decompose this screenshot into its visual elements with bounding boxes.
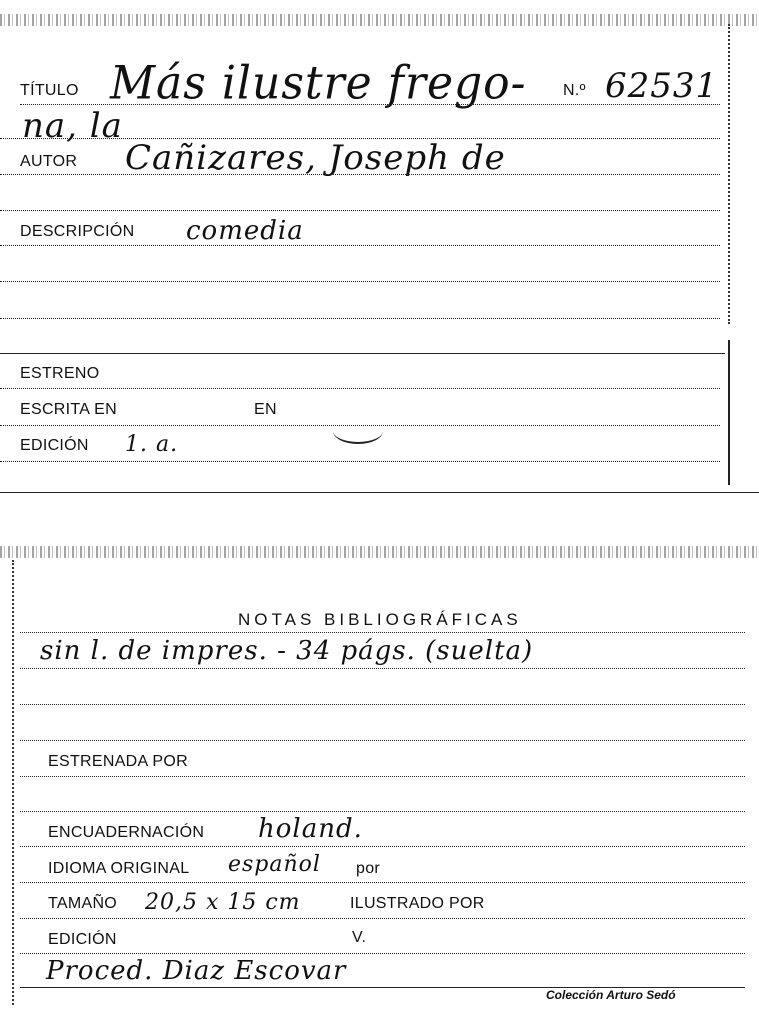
tamano-label: TAMAÑO — [48, 895, 118, 912]
estrenada-por-rule-2 — [20, 811, 745, 812]
en-label: EN — [254, 401, 277, 418]
numero-value: 62531 — [605, 66, 719, 106]
descripcion-rule-4 — [0, 353, 725, 354]
autor-value: Cañizares, Joseph de — [125, 138, 506, 178]
coleccion-imprint: Colección Arturo Sedó — [546, 988, 676, 1002]
v-label: V. — [352, 929, 367, 946]
titulo-value-line2: na, la — [22, 106, 123, 146]
numero-label: N.º — [563, 82, 586, 99]
card-front-bottom-edge — [0, 492, 759, 493]
card-right-border — [728, 24, 730, 324]
descripcion-rule-3 — [0, 318, 720, 319]
notas-rule-2 — [20, 668, 745, 669]
edicion-back-rule — [20, 953, 745, 954]
estreno-label: ESTRENO — [20, 365, 100, 382]
descripcion-rule — [0, 245, 720, 246]
notas-rule-3 — [20, 704, 745, 705]
edicion-back-label: EDICIÓN — [48, 931, 117, 948]
encuadernacion-value: holand. — [258, 814, 363, 844]
notas-label: NOTAS BIBLIOGRÁFICAS — [238, 610, 522, 629]
encuadernacion-label: ENCUADERNACIÓN — [48, 824, 205, 841]
ink-mark — [333, 418, 383, 444]
autor-label: AUTOR — [20, 153, 78, 170]
catalog-card-back — [0, 540, 759, 1028]
card-right-border-lower — [728, 340, 730, 485]
idioma-rule — [20, 882, 745, 883]
titulo-label: TÍTULO — [20, 82, 79, 99]
estrenada-por-label: ESTRENADA POR — [48, 753, 188, 770]
descripcion-label: DESCRIPCIÓN — [20, 223, 135, 240]
notas-rule-4 — [20, 740, 745, 741]
procedencia-value: Proced. Diaz Escovar — [46, 956, 347, 986]
notas-value: sin l. de impres. - 34 págs. (suelta) — [40, 636, 534, 666]
card-back-top-edge — [0, 546, 759, 558]
idioma-original-label: IDIOMA ORIGINAL — [48, 860, 190, 877]
card-top-edge — [0, 14, 759, 26]
autor-rule — [0, 174, 720, 175]
descripcion-value: comedia — [186, 216, 304, 246]
titulo-rule — [20, 104, 720, 105]
estreno-rule — [0, 388, 720, 389]
edicion-label: EDICIÓN — [20, 437, 89, 454]
estrenada-por-rule — [20, 776, 745, 777]
ilustrado-por-label: ILUSTRADO POR — [350, 895, 485, 912]
tamano-rule — [20, 918, 745, 919]
idioma-original-value: español — [228, 852, 321, 877]
descripcion-rule-2 — [0, 281, 720, 282]
encuadernacion-rule — [20, 846, 745, 847]
titulo-value-line1: Más ilustre frego- — [110, 56, 527, 111]
notas-rule — [20, 632, 745, 633]
edicion-value: 1. a. — [125, 432, 179, 457]
autor-rule-2 — [0, 210, 720, 211]
card-back-left-border — [12, 560, 14, 1005]
edicion-rule — [0, 461, 720, 462]
tamano-value: 20,5 x 15 cm — [145, 890, 301, 915]
escrita-en-label: ESCRITA EN — [20, 401, 117, 418]
catalog-card-front — [0, 0, 759, 495]
por-label: por — [356, 860, 381, 877]
